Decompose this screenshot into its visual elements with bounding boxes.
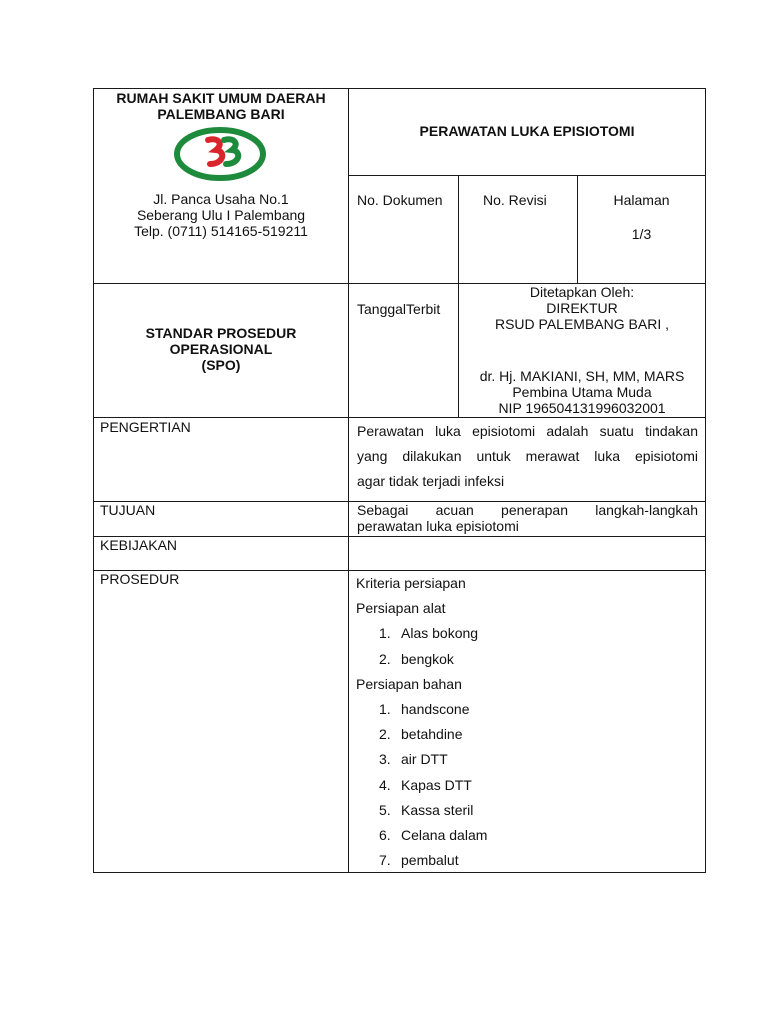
list-item-text: Celana dalam [401, 827, 488, 844]
ditetapkan-block [459, 284, 705, 332]
row-divider-kebijakan [93, 536, 706, 537]
list-item [356, 798, 701, 823]
row-divider-title [348, 175, 706, 176]
pengertian-text [357, 419, 698, 494]
hospital-address [94, 191, 348, 239]
list-item [356, 722, 701, 747]
prosedur-label: PROSEDUR [100, 571, 180, 587]
hospital-name-line2: PALEMBANG BARI [157, 106, 285, 122]
pengertian-line1: Perawatan luka episiotomi adalah suatu tindakan [357, 423, 698, 439]
list-item-text: handscone [401, 701, 470, 718]
hospital-name-line1: RUMAH SAKIT UMUM DAERAH [116, 90, 326, 106]
pengertian-label: PENGERTIAN [100, 419, 191, 435]
spo-line1: STANDAR PROSEDUR [145, 325, 297, 341]
kebijakan-label: KEBIJAKAN [100, 537, 178, 553]
table-border-right [705, 88, 706, 873]
tujuan-label: TUJUAN [100, 502, 156, 518]
tujuan-text [357, 502, 698, 534]
list-item [356, 697, 701, 722]
list-item-number: 7. [379, 852, 391, 869]
ditetapkan-line3: RSUD PALEMBANG BARI , [494, 316, 669, 332]
list-item-text: Kassa steril [401, 801, 474, 818]
list-item-number: 1. [379, 625, 391, 642]
spo-title [94, 325, 348, 373]
column-divider [348, 88, 349, 873]
document-title: PERAWATAN LUKA EPISIOTOMI [419, 123, 635, 139]
director-name: dr. Hj. MAKIANI, SH, MM, MARS [479, 368, 685, 384]
kriteria-persiapan: Kriteria persiapan [356, 575, 466, 591]
halaman-label: Halaman [613, 192, 670, 208]
persiapan-bahan: Persiapan bahan [356, 675, 462, 692]
list-item-text: air DTT [401, 751, 448, 768]
list-item-text: Kapas DTT [401, 776, 472, 793]
pengertian-line3: agar tidak terjadi infeksi [357, 473, 505, 489]
list-item-text: Alas bokong [401, 625, 479, 642]
list-item-text: bengkok [401, 650, 454, 667]
ditetapkan-line1: Ditetapkan Oleh: [529, 284, 635, 300]
list-item-number: 1. [379, 701, 391, 718]
address-line1: Jl. Panca Usaha No.1 [153, 191, 289, 207]
list-item [356, 848, 701, 873]
list-item-number: 5. [379, 801, 391, 818]
hospital-name [94, 90, 348, 122]
list-item-number: 4. [379, 776, 391, 793]
list-item-text: betahdine [401, 726, 463, 743]
ditetapkan-line2: DIREKTUR [546, 300, 618, 316]
tujuan-line1: Sebagai acuan penerapan langkah-langkah [357, 502, 698, 518]
list-item [356, 747, 701, 772]
hospital-logo-icon [174, 127, 266, 181]
list-item-number: 3. [379, 751, 391, 768]
prosedur-content [356, 571, 701, 873]
no-revisi-label: No. Revisi [483, 192, 547, 208]
no-dokumen-label: No. Dokumen [357, 192, 443, 208]
alat-list [356, 621, 701, 671]
spo-line2: OPERASIONAL [169, 341, 273, 357]
list-item [356, 647, 701, 672]
address-line3: Telp. (0711) 514165-519211 [134, 223, 308, 239]
spo-line3: (SPO) [201, 357, 241, 373]
list-item-number: 2. [379, 726, 391, 743]
list-item [356, 823, 701, 848]
director-nip: NIP 196504131996032001 [498, 400, 666, 416]
row-divider-pengertian [93, 417, 706, 418]
pengertian-line2: yang dilakukan untuk merawat luka episiotomi [357, 448, 698, 464]
table-border-top [93, 88, 706, 89]
bahan-list [356, 697, 701, 873]
list-item-text: pembalut [401, 852, 459, 869]
list-item-number: 6. [379, 827, 391, 844]
tanggal-terbit-label: TanggalTerbit [357, 301, 441, 317]
list-item-number: 2. [379, 650, 391, 667]
list-item [356, 773, 701, 798]
tujuan-line2: perawatan luka episiotomi [357, 518, 519, 534]
address-line2: Seberang Ulu I Palembang [136, 207, 306, 223]
director-rank: Pembina Utama Muda [512, 384, 652, 400]
halaman-value: 1/3 [631, 226, 652, 242]
list-item [356, 621, 701, 646]
persiapan-alat: Persiapan alat [356, 600, 446, 617]
director-block [459, 368, 705, 416]
